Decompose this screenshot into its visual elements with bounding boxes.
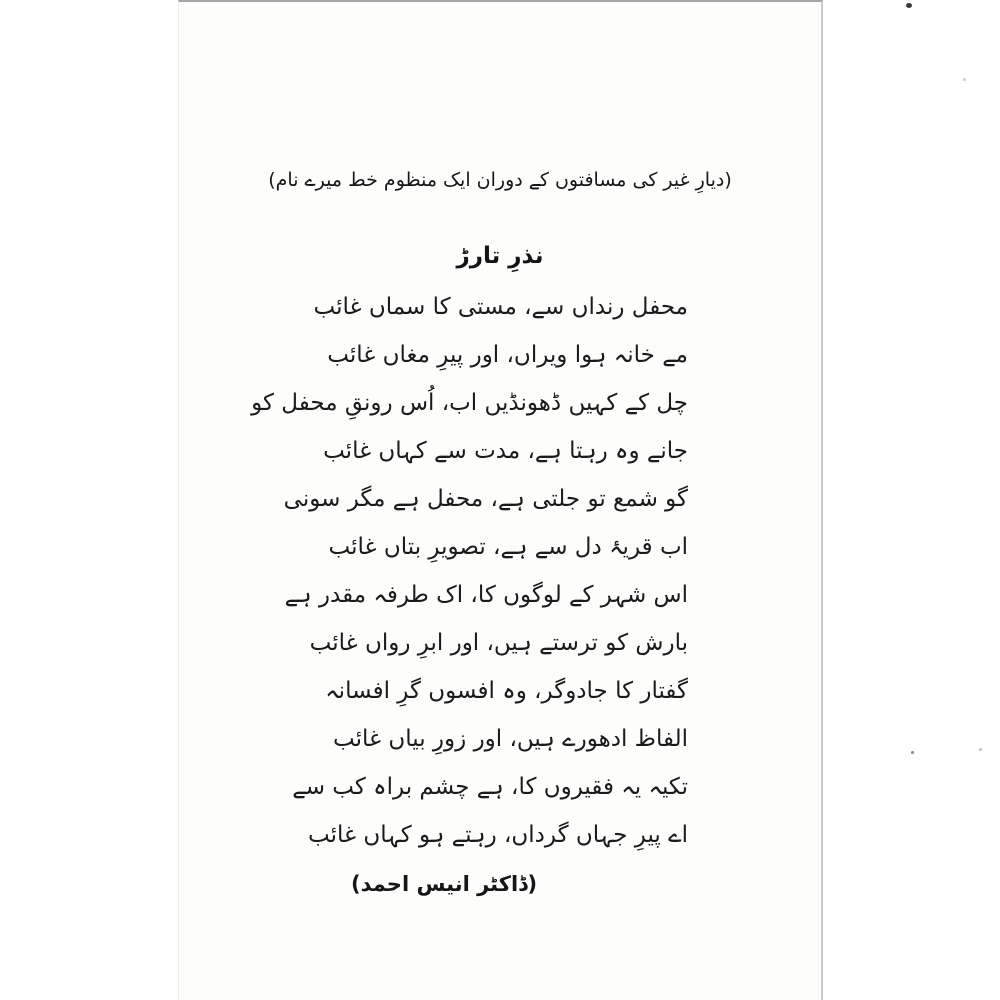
poem-line: گو شمع تو جلتی ہے، محفل ہے مگر سونی bbox=[283, 486, 688, 512]
poem-line: بارش کو ترستے ہیں، اور ابرِ رواں غائب bbox=[309, 630, 688, 656]
ink-speck bbox=[911, 751, 914, 754]
poem-line: الفاظ ادھورے ہیں، اور زورِ بیاں غائب bbox=[333, 726, 688, 752]
poem-title: نذرِ تارڑ bbox=[456, 243, 544, 269]
poem-line: چل کے کہیں ڈھونڈیں اب، اُس رونقِ محفل کو bbox=[251, 390, 688, 416]
ink-speck bbox=[963, 78, 966, 81]
poem-line: اب قریۂ دل سے ہے، تصویرِ بتاں غائب bbox=[328, 534, 688, 560]
book-page bbox=[178, 0, 823, 1000]
poem-attribution: (ڈاکٹر انیس احمد) bbox=[351, 872, 538, 896]
poem-line: محفل رنداں سے، مستی کا سماں غائب bbox=[313, 294, 688, 320]
poem-caption: (دیارِ غیر کی مسافتوں کے دوران ایک منظوم خط میرے نام) bbox=[268, 169, 732, 191]
poem-line: گفتار کا جادوگر، وہ افسوں گرِ افسانہ bbox=[325, 678, 688, 704]
poem-body bbox=[199, 283, 688, 859]
poem-line: تکیہ یہ فقیروں کا، ہے چشم براہ کب سے bbox=[292, 774, 688, 800]
poem-line: مے خانہ ہوا ویراں، اور پیرِ مغاں غائب bbox=[327, 342, 688, 368]
poem-line: جانے وہ رہتا ہے، مدت سے کہاں غائب bbox=[323, 438, 688, 464]
ink-speck bbox=[906, 3, 912, 8]
poem-line: اے پیرِ جہاں گرداں، رہتے ہو کہاں غائب bbox=[308, 822, 688, 848]
poem-line: اس شہر کے لوگوں کا، اک طرفہ مقدر ہے bbox=[284, 582, 688, 608]
ink-speck bbox=[979, 748, 982, 751]
